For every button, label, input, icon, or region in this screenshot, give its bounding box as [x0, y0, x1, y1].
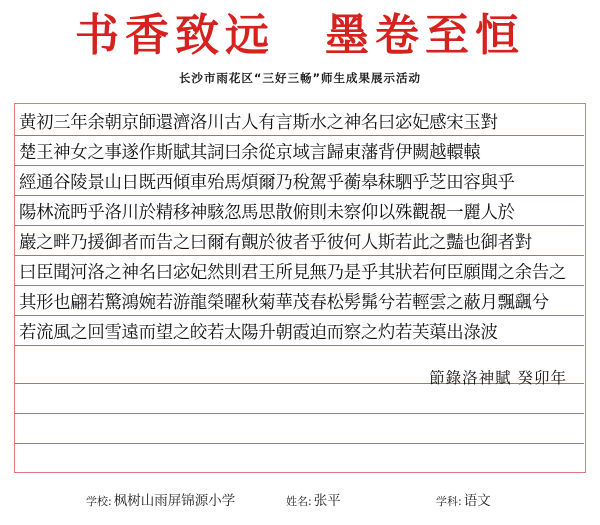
page-title: 书香致远 墨卷至恒: [75, 10, 525, 61]
subject-value: 语文: [463, 493, 491, 509]
rule-line: [15, 195, 584, 196]
signature: 節錄洛神賦 癸卯年: [429, 369, 567, 387]
text-line: 楚王神女之事遂作斯賦其詞曰余從京域言歸東藩背伊闕越轘轅: [19, 143, 481, 163]
school-field: [86, 489, 235, 509]
subject-field: [436, 489, 491, 509]
rule-line: [15, 345, 584, 346]
text-line: 經通谷陵景山日既西傾車殆馬煩爾乃稅駕乎蘅皋秣駟乎芝田容與乎: [19, 173, 515, 193]
calligraphy-sheet: [14, 103, 586, 473]
text-line: 陽林流眄乎洛川於精移神駭忽馬思散俯則未察仰以殊觀覩一麗人於: [19, 203, 515, 223]
text-line: 若流風之回雪遠而望之皎若太陽升朝霞迫而察之灼若芙蕖出淥波: [19, 323, 498, 343]
subject-label: 学科:: [436, 495, 462, 508]
rule-line: [15, 165, 584, 166]
school-value: 枫树山雨屏锦源小学: [113, 493, 236, 509]
text-line: 黄初三年余朝京師還濟洛川古人有言斯水之神名曰宓妃感宋玉對: [19, 113, 498, 133]
name-label: 姓名:: [286, 495, 312, 508]
rule-line: [15, 285, 584, 286]
rule-line: [15, 135, 584, 136]
name-field: [286, 489, 341, 509]
school-label: 学校:: [86, 495, 112, 508]
rule-line: [15, 255, 584, 256]
name-value: 张平: [313, 493, 341, 509]
text-line: 巖之畔乃援御者而告之曰爾有覿於彼者乎彼何人斯若此之豔也御者對: [19, 233, 532, 253]
text-line: 曰臣聞河洛之神名曰宓妃然則君王所見無乃是乎其狀若何臣願聞之余告之: [19, 263, 566, 283]
header: [0, 0, 600, 100]
rule-line: [15, 225, 584, 226]
footer: [0, 483, 600, 513]
rule-line: [15, 413, 584, 414]
text-line: 其形也翩若驚鴻婉若游龍榮曜秋菊華茂春松髣髴兮若輕雲之蔽月飄颻兮: [19, 293, 549, 313]
page-subtitle: 长沙市雨花区“三好三畅”师生成果展示活动: [178, 71, 422, 85]
rule-line: [15, 443, 584, 444]
rule-line: [15, 315, 584, 316]
